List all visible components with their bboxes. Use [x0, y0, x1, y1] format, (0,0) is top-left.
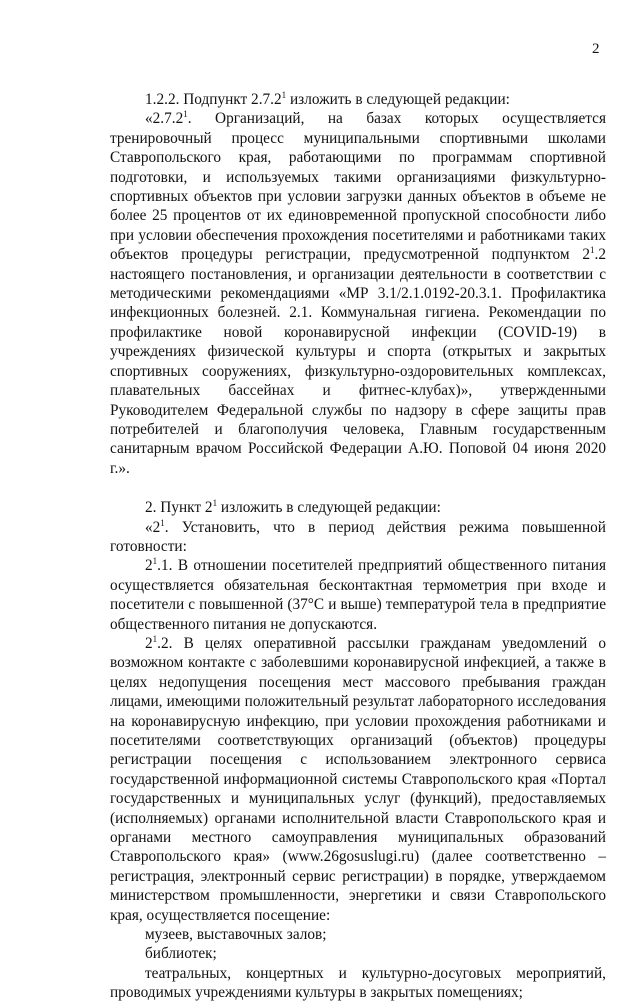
paragraph-sports-organizations: «2.7.2$^1$. Организаций, на базах которых осуществляется тренировочный процесс муниципальными спортивными школами Ставропольского края, работающими по программам спортивной подготовки, и используемых такими организациями физкультурно-спортивных объектов при условии загрузки данных объектов в объеме не более 25 процентов от их единовременной пропускной способности либо при условии обеспечения прохождения посетителями и работниками таких объектов процедуры регистрации, предусмотренной подпунктом $2^1.2$ настоящего постановления, и организации деятельности в соответствии с методическими рекомендациями «МР 3.1/2.1.0192-20.3.1. Профилактика инфекционных болезней. 2.1. Коммунальная гигиена. Рекомендации по профилактике новой коронавирусной инфекции (COVID-19) в учреждениях физической культуры и спорта (открытых и закрытых спортивных сооружениях, физкультурно-оздоровительных комплексах, плавательных бассейнах и фитнес-клубах)», утвержденными Руководителем Федеральной службы по надзору в сфере защиты прав потребителей и благополучия человека, Главным государственным санитарным врачом Российской Федерации А.Ю. Поповой 04 июня 2020 г.».: [110, 109, 606, 477]
paragraph-spacer: [110, 478, 606, 498]
document-body: [110, 90, 606, 1003]
paragraph-point-heading: 2. Пункт $2^1$ изложить в следующей редакции:: [145, 498, 441, 517]
list-item-museums: музеев, выставочных залов;: [145, 926, 327, 944]
paragraph-thermometry: $2^1.1$. В отношении посетителей предприятий общественного питания осуществляется обязательная бесконтактная термометрия при входе и посетители с повышенной (37°С и выше) температурой тела в предприятие общественного питания не допускаются.: [110, 556, 606, 633]
paragraph-amendment-heading: 1.2.2. Подпункт 2.7.2$^1$ изложить в следующей редакции:: [145, 89, 510, 108]
paragraph-registration: $2^1.2$. В целях оперативной рассылки гражданам уведомлений о возможном контакте с заболевшими коронавирусной инфекцией, а также в целях недопущения посещения мест массового пребывания граждан лицами, имеющими положительный результат лабораторного исследования на коронавирусную инфекцию, при условии прохождения работниками и посетителями соответствующих организаций (объектов) процедуры регистрации посещения с использованием электронного сервиса государственной информационной системы Ставропольского края «Портал государственных и муниципальных услуг (функций), предоставляемых (исполняемых) органами исполнительной власти Ставропольского края и органами местного самоуправления муниципальных образований Ставропольского края» (www.26gosuslugi.ru) (далее соответственно – регистрация, электронный сервис регистрации) в порядке, утверждаемом министерством промышленности, энергетики и связи Ставропольского края, осуществляется посещение:: [110, 633, 606, 924]
list-item-libraries: библиотек;: [145, 945, 217, 963]
paragraph-readiness-regime: «$2^1$. Установить, что в период действия режима повышенной готовности:: [110, 517, 606, 555]
page-number: 2: [592, 41, 600, 57]
list-item-events: театральных, концертных и культурно-досуговых мероприятий, проводимых учреждениями культуры в закрытых помещениях;: [110, 964, 606, 1002]
